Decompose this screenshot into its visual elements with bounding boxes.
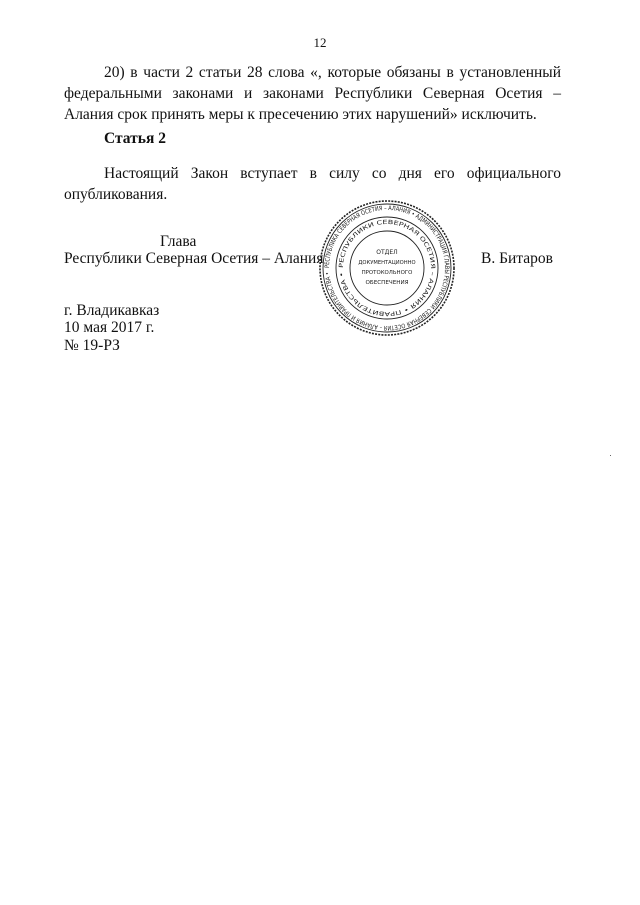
paragraph-item-20: 20) в части 2 статьи 28 слова «, которые обязаны в установленный федеральными законами и законами Республики Северная Осетия – Алания срок принять меры к пресечению этих нарушений» исключить. bbox=[64, 64, 561, 123]
article-heading: Статья 2 bbox=[104, 130, 166, 147]
signatory-organization: Республики Северная Осетия – Алания bbox=[64, 250, 324, 267]
law-number: № 19-РЗ bbox=[64, 337, 120, 354]
seal-center-line: ОБЕСПЕЧЕНИЯ bbox=[365, 280, 409, 286]
seal-outer-ring-text: РЕСПУБЛИКА СЕВЕРНАЯ ОСЕТИЯ – АЛАНИЯ • АДМИНИСТРАЦИЯ ГЛАВЫ РЕСПУБЛИКИ СЕВЕРНАЯ ОСЕТИЯ – АЛАНИЯ И ПРАВИТЕЛЬСТВА • bbox=[323, 204, 451, 332]
signatory-name: В. Битаров bbox=[481, 250, 553, 267]
article-text: Настоящий Закон вступает в силу со дня его официального опубликования. bbox=[64, 165, 561, 203]
seal-center-line: ДОКУМЕНТАЦИОННО bbox=[358, 260, 416, 266]
seal-center-line: ПРОТОКОЛЬНОГО bbox=[361, 270, 413, 276]
scan-speck bbox=[610, 455, 611, 456]
seal-center-line: ОТДЕЛ bbox=[376, 249, 398, 256]
signing-date: 10 мая 2017 г. bbox=[64, 319, 155, 336]
seal-inner-ring-text: РЕСПУБЛИКИ СЕВЕРНАЯ ОСЕТИЯ – АЛАНИЯ • ПРАВИТЕЛЬСТВА • bbox=[338, 219, 436, 317]
signatory-title: Глава bbox=[160, 233, 197, 250]
page-number: 12 bbox=[313, 35, 327, 50]
official-seal-stamp bbox=[318, 199, 456, 337]
place-of-signing: г. Владикавказ bbox=[64, 302, 160, 319]
